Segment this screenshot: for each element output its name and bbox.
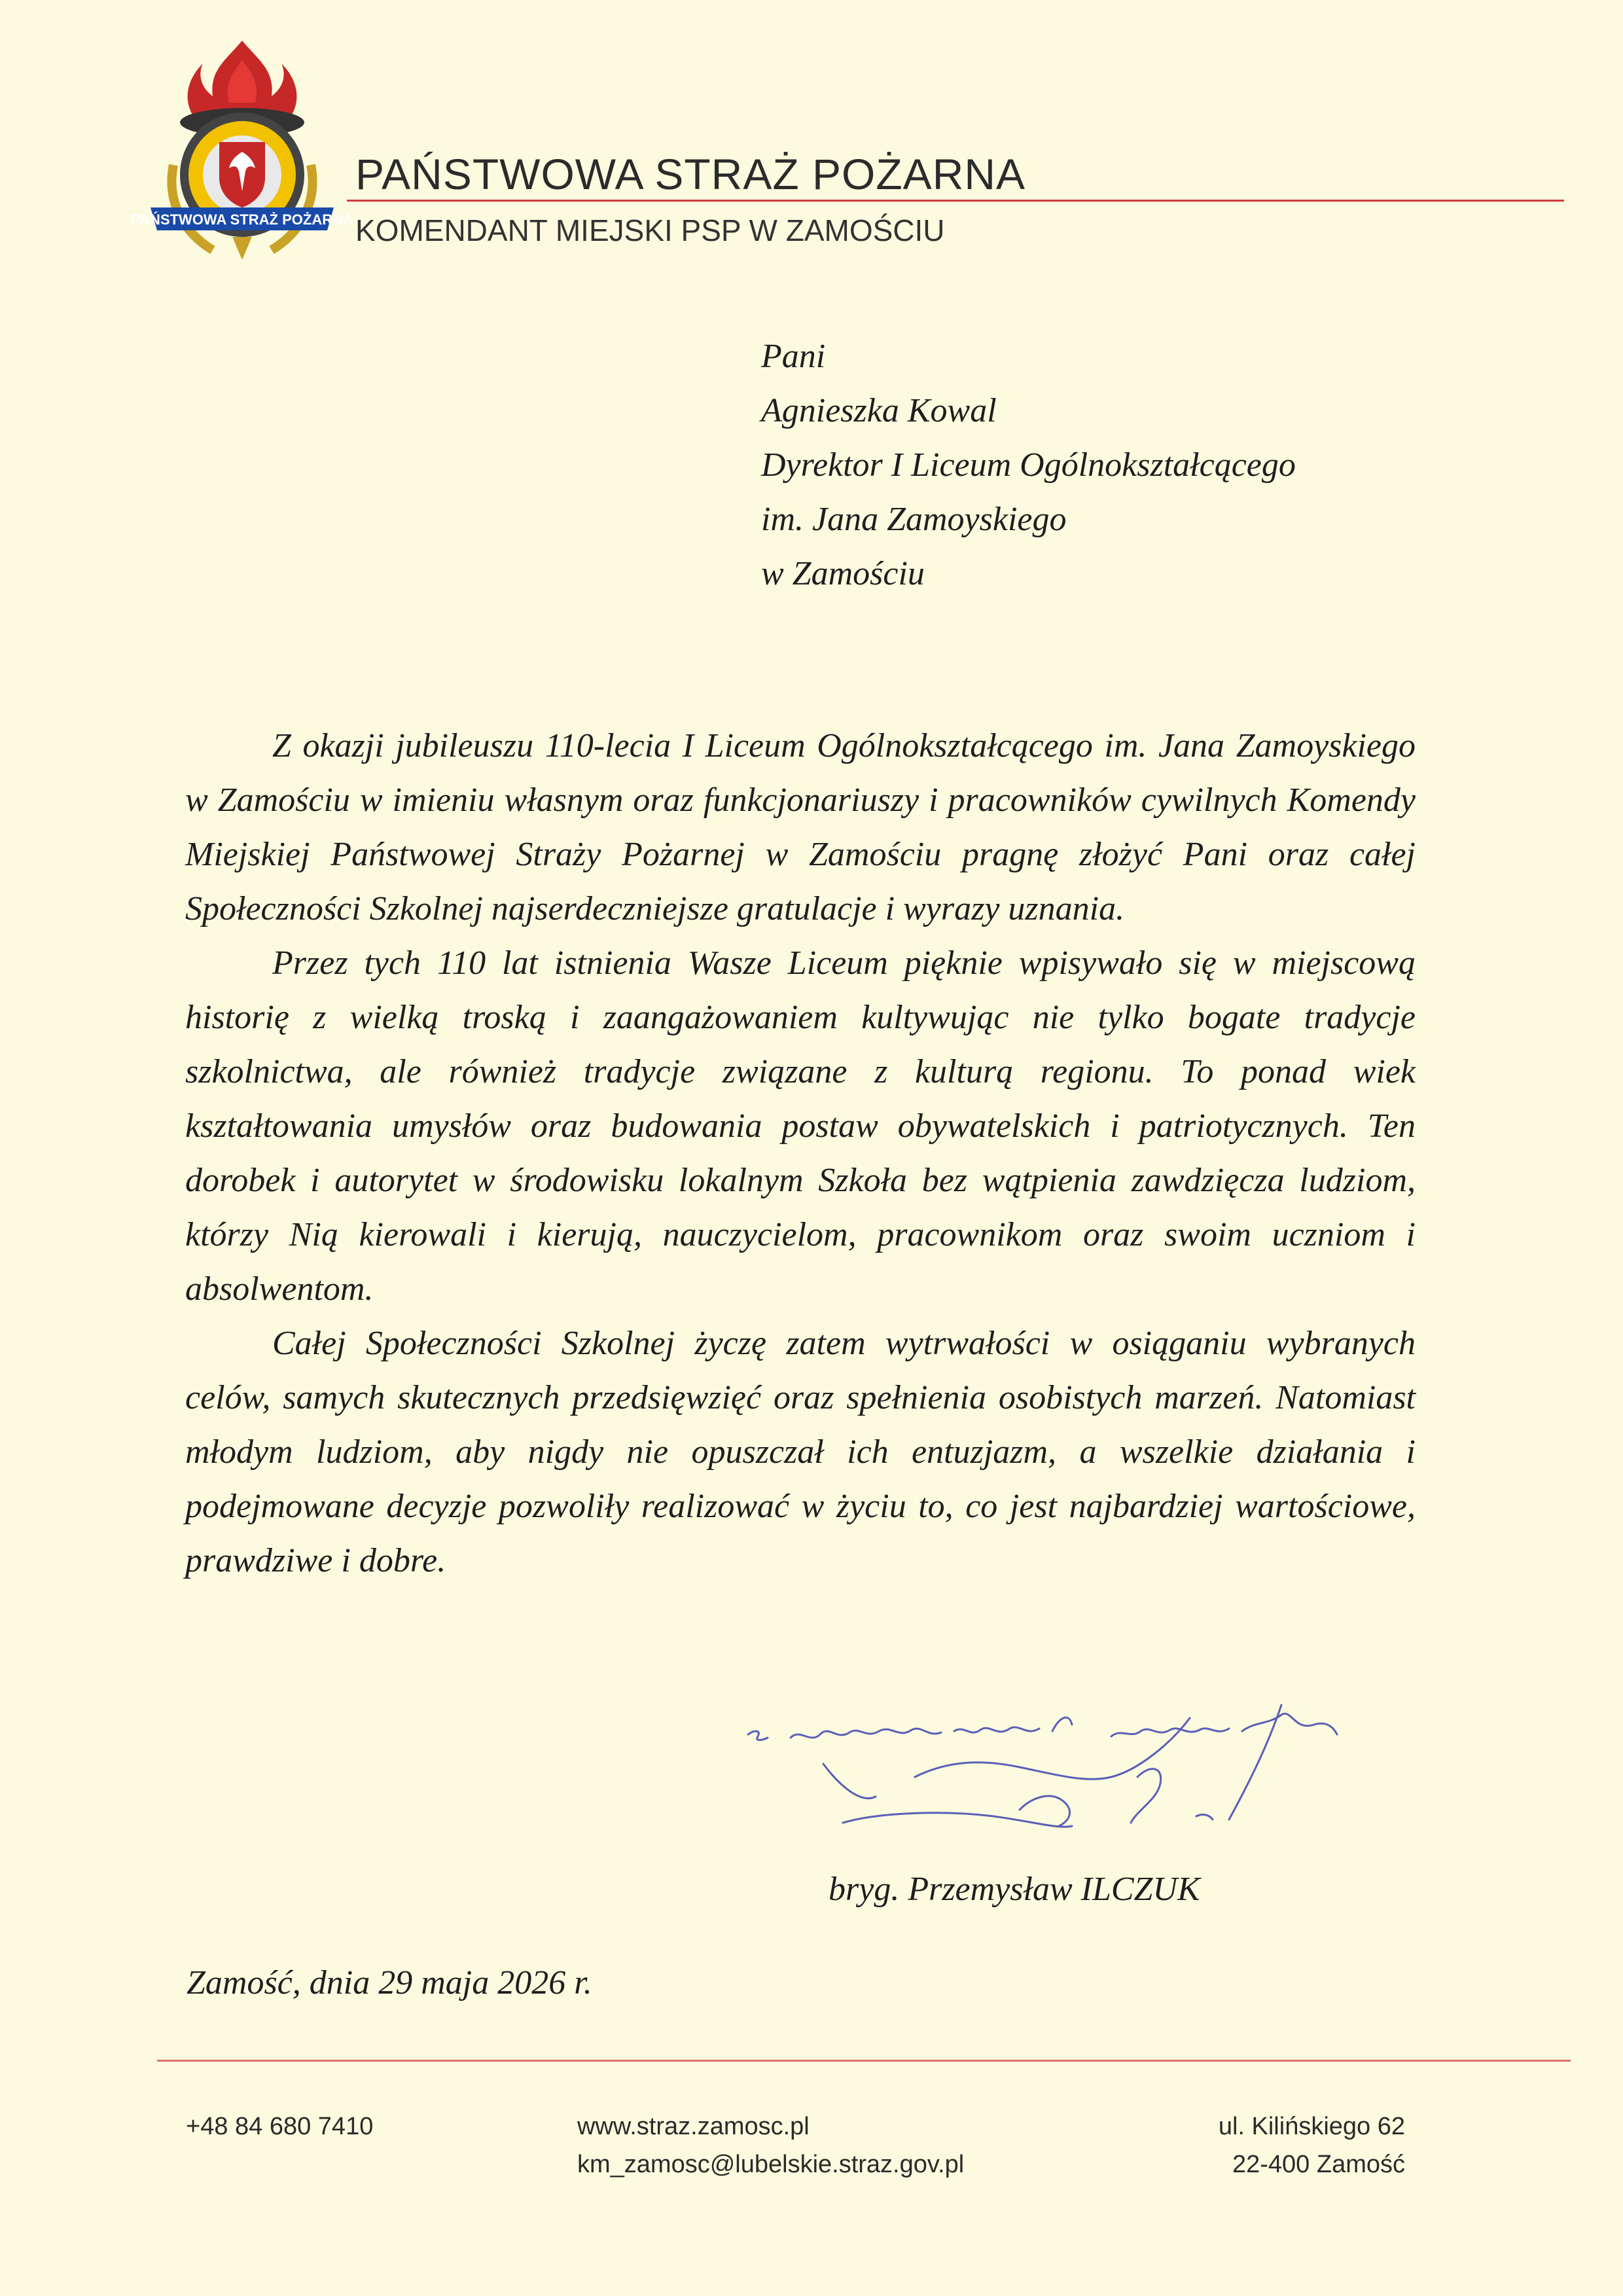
footer-address [1219, 2108, 1405, 2183]
body-paragraph: Całej Społeczności Szkolnej życzę zatem wytrwałości w osiąganiu wybranych celów, samych skutecznych przedsięwzięć oraz spełnienia osobistych marzeń. Natomiast młodym ludziom, aby nigdy nie opuszczał ich entuzjazm, a wszelkie działania i podejmowane decyzje pozwoliły realizować w życiu to, co jest najbardziej wartościowe, prawdziwe i dobre. [185, 1325, 1416, 1579]
footer-phone: +48 84 680 7410 [186, 2113, 374, 2140]
footer-street: ul. Kilińskiego 62 [1218, 2113, 1405, 2140]
institution-subtitle: KOMENDANT MIEJSKI PSP W ZAMOŚCIU [355, 213, 945, 247]
header-divider [347, 200, 1564, 202]
addressee-line: Dyrektor I Liceum Ogólnokształcącego [761, 446, 1296, 484]
handwritten-signature [745, 1705, 1393, 1865]
place-and-date: Zamość, dnia 29 maja 2026 r. [187, 1964, 592, 2001]
footer-city: 22-400 Zamość [1232, 2151, 1405, 2178]
addressee-line: im. Jana Zamoyskiego [761, 501, 1067, 538]
body-paragraph: Z okazji jubileuszu 110-lecia I Liceum Ogólnokształcącego im. Jana Zamoyskiego w Zamościu w imieniu własnym oraz funkcjonariuszy i pracowników cywilnych Komendy Miejskiej Państwowej Straży Pożarnej w Zamościu pragnę złożyć Pani oraz całej Społeczności Szkolnej najserdeczniejsze gratulacje i wyrazy uznania. [185, 727, 1416, 927]
emblem-banner-text: PAŃSTWOWA STRAŻ POŻARNA [131, 211, 353, 228]
addressee-line: Pani [761, 338, 826, 375]
institution-title: PAŃSTWOWA STRAŻ POŻARNA [355, 150, 1026, 198]
footer-divider [157, 2060, 1571, 2062]
footer-email[interactable]: km_zamosc@lubelskie.straz.gov.pl [577, 2151, 965, 2178]
psp-emblem-logo [131, 34, 353, 273]
signatory-name: bryg. Przemysław ILCZUK [829, 1871, 1200, 1908]
footer-contact [577, 2108, 964, 2183]
addressee-line: w Zamościu [761, 555, 925, 592]
addressee-block [761, 329, 1296, 601]
addressee-line: Agnieszka Kowal [761, 392, 997, 429]
body-paragraph: Przez tych 110 lat istnienia Wasze Liceum pięknie wpisywało się w miejscową historię z wielką troską i zaangażowaniem kultywując nie tylko bogate tradycje szkolnictwa, ale również tradycje związane z kulturą regionu. To ponad wiek kształtowania umysłów oraz budowania postaw obywatelskich i patriotycznych. Ten dorobek i autorytet w środowisku lokalnym Szkoła bez wątpienia zawdzięcza ludziom, którzy Nią kierowali i kierują, nauczycielom, pracownikom oraz swoim uczniom i absolwentom. [185, 944, 1416, 1308]
footer-website[interactable]: www.straz.zamosc.pl [577, 2113, 810, 2140]
letter-body [185, 719, 1416, 1588]
